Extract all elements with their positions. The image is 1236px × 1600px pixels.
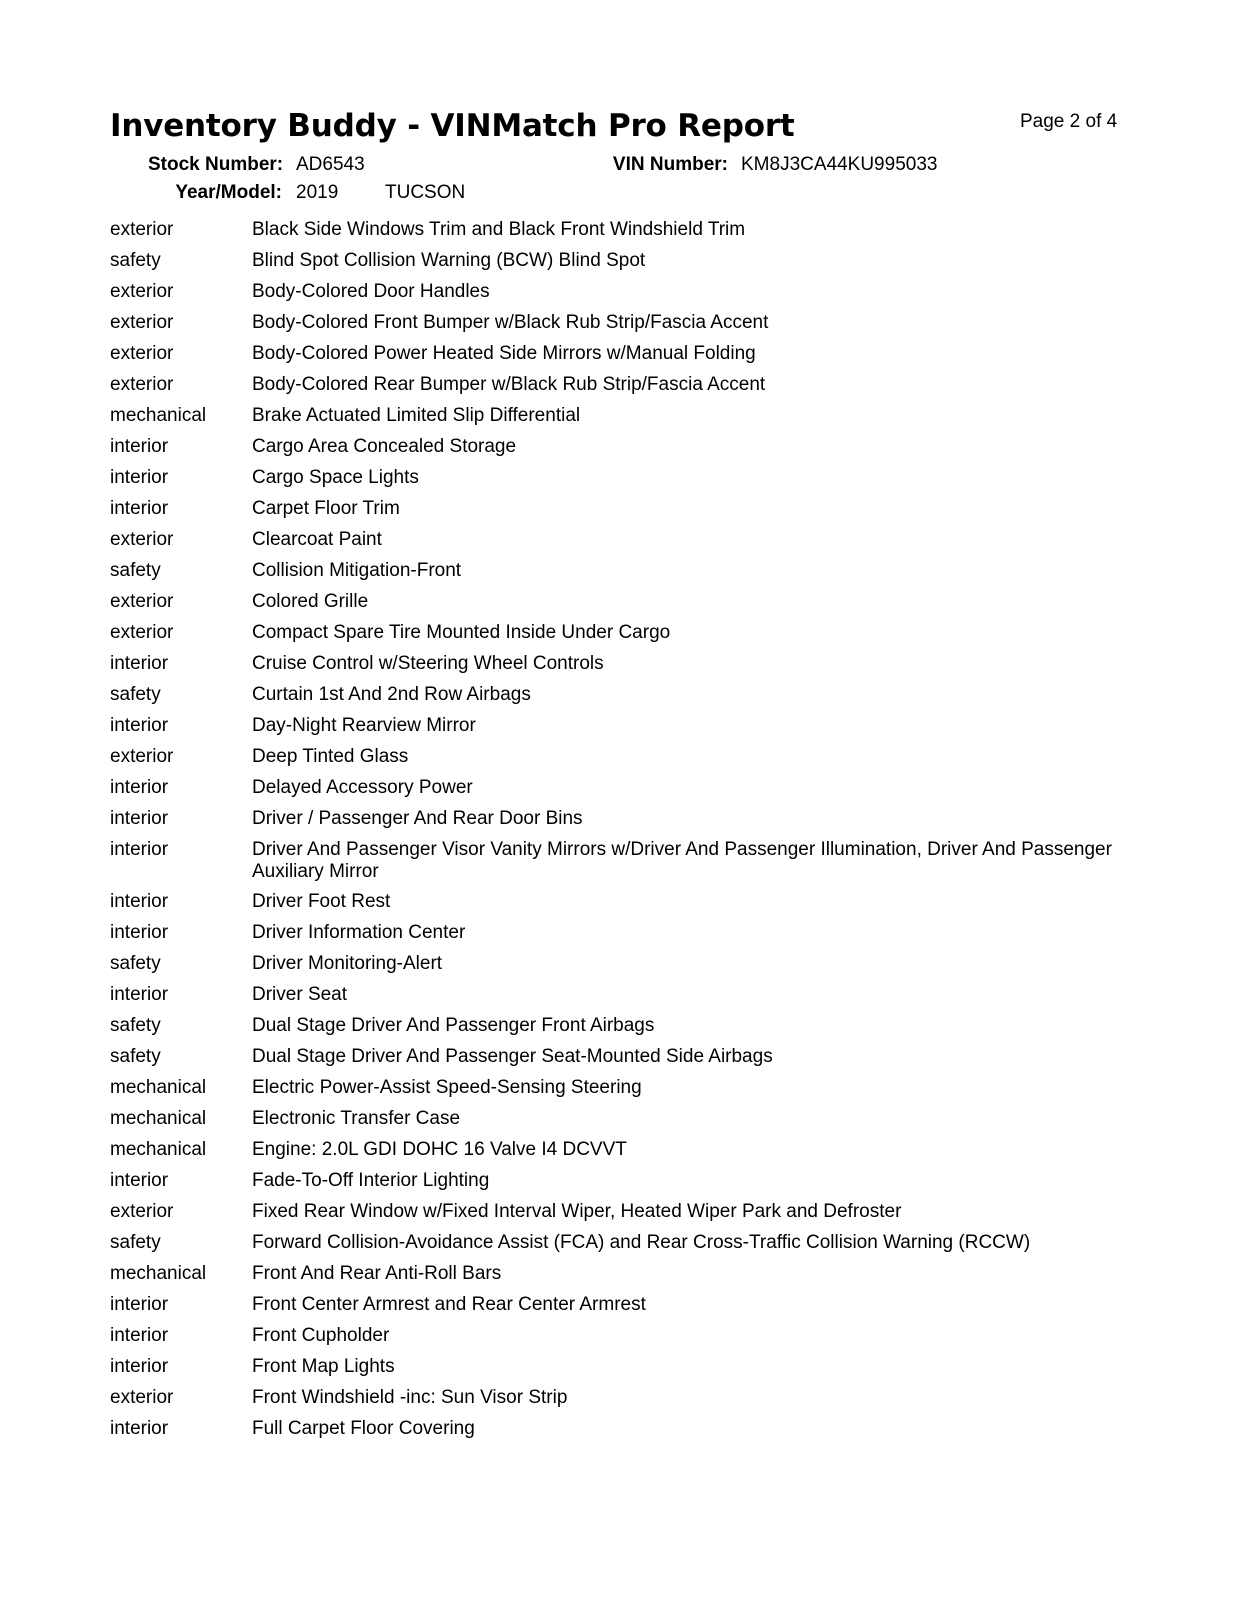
stock-number-value: AD6543 bbox=[296, 154, 365, 175]
feature-description: Compact Spare Tire Mounted Inside Under Cargo bbox=[252, 622, 671, 643]
feature-description: Body-Colored Door Handles bbox=[252, 281, 490, 302]
feature-description: Body-Colored Power Heated Side Mirrors w/Manual Folding bbox=[252, 343, 756, 364]
feature-category: mechanical bbox=[110, 1262, 207, 1284]
feature-description: Driver Foot Rest bbox=[252, 890, 391, 912]
feature-row bbox=[110, 807, 1130, 832]
feature-description: Blind Spot Collision Warning (BCW) Blind Spot bbox=[252, 250, 646, 271]
feature-row bbox=[110, 952, 1130, 977]
feature-category: safety bbox=[110, 684, 161, 705]
feature-description: Driver Monitoring-Alert bbox=[252, 952, 443, 974]
feature-row bbox=[110, 1169, 1130, 1194]
feature-row bbox=[110, 404, 1130, 429]
feature-category: interior bbox=[110, 921, 169, 943]
feature-row bbox=[110, 1355, 1130, 1380]
feature-description: Front Map Lights bbox=[252, 1355, 395, 1377]
feature-category: interior bbox=[110, 436, 169, 457]
feature-row bbox=[110, 652, 1130, 677]
feature-description: Front Windshield -inc: Sun Visor Strip bbox=[252, 1386, 568, 1408]
feature-row bbox=[110, 1200, 1130, 1225]
feature-category: exterior bbox=[110, 622, 174, 643]
feature-category: exterior bbox=[110, 529, 174, 550]
feature-description: Dual Stage Driver And Passenger Seat-Mounted Side Airbags bbox=[252, 1045, 773, 1067]
feature-description: Electronic Transfer Case bbox=[252, 1107, 461, 1129]
feature-description: Forward Collision-Avoidance Assist (FCA) and Rear Cross-Traffic Collision Warning (RCCW) bbox=[252, 1231, 1031, 1253]
feature-row bbox=[110, 776, 1130, 801]
feature-row bbox=[110, 1231, 1130, 1256]
report-title: Inventory Buddy - VINMatch Pro Report bbox=[110, 108, 795, 144]
feature-category: exterior bbox=[110, 281, 174, 302]
feature-category: exterior bbox=[110, 1200, 174, 1222]
feature-row bbox=[110, 435, 1130, 460]
feature-row bbox=[110, 683, 1130, 708]
feature-row bbox=[110, 1293, 1130, 1318]
feature-category: interior bbox=[110, 839, 169, 860]
feature-category: interior bbox=[110, 715, 169, 736]
feature-category: interior bbox=[110, 1417, 169, 1439]
feature-description: Front Center Armrest and Rear Center Armrest bbox=[252, 1293, 646, 1315]
feature-row bbox=[110, 249, 1130, 274]
feature-description: Body-Colored Rear Bumper w/Black Rub Strip/Fascia Accent bbox=[252, 374, 766, 395]
feature-category: safety bbox=[110, 1014, 161, 1036]
feature-category: interior bbox=[110, 983, 169, 1005]
feature-category: exterior bbox=[110, 374, 174, 395]
feature-row bbox=[110, 559, 1130, 584]
feature-row bbox=[110, 921, 1130, 946]
page-number: Page 2 of 4 bbox=[1020, 111, 1118, 132]
feature-category: exterior bbox=[110, 591, 174, 612]
feature-category: mechanical bbox=[110, 1138, 207, 1160]
feature-category: interior bbox=[110, 777, 169, 798]
feature-row bbox=[110, 1138, 1130, 1163]
feature-description: Carpet Floor Trim bbox=[252, 498, 400, 519]
feature-category: mechanical bbox=[110, 1107, 207, 1129]
feature-category: interior bbox=[110, 1293, 169, 1315]
feature-description: Fade-To-Off Interior Lighting bbox=[252, 1169, 490, 1191]
feature-row bbox=[110, 590, 1130, 615]
feature-category: exterior bbox=[110, 343, 174, 364]
feature-category: safety bbox=[110, 952, 161, 974]
feature-row bbox=[110, 890, 1130, 915]
feature-description: Collision Mitigation-Front bbox=[252, 560, 462, 581]
feature-row bbox=[110, 1014, 1130, 1039]
feature-category: exterior bbox=[110, 1386, 174, 1408]
vin-number-label: VIN Number: bbox=[612, 154, 728, 175]
feature-category: interior bbox=[110, 1169, 169, 1191]
feature-description: Driver Seat bbox=[252, 983, 348, 1005]
feature-description: Electric Power-Assist Speed-Sensing Steering bbox=[252, 1076, 642, 1098]
feature-description: Cruise Control w/Steering Wheel Controls bbox=[252, 653, 604, 674]
feature-category: mechanical bbox=[110, 1076, 207, 1098]
feature-row bbox=[110, 1107, 1130, 1132]
feature-category: interior bbox=[110, 653, 169, 674]
feature-description: Cargo Space Lights bbox=[252, 467, 419, 488]
feature-row bbox=[110, 714, 1130, 739]
feature-description: Black Side Windows Trim and Black Front Windshield Trim bbox=[252, 219, 746, 240]
feature-row bbox=[110, 1417, 1130, 1442]
feature-description: Day-Night Rearview Mirror bbox=[252, 715, 476, 736]
feature-category: safety bbox=[110, 560, 161, 581]
feature-row bbox=[110, 497, 1130, 522]
feature-row bbox=[110, 1262, 1130, 1287]
feature-list bbox=[110, 218, 1130, 1448]
feature-row bbox=[110, 466, 1130, 491]
feature-category: interior bbox=[110, 467, 169, 488]
feature-row bbox=[110, 1076, 1130, 1101]
feature-category: safety bbox=[110, 1231, 161, 1253]
feature-category: interior bbox=[110, 1355, 169, 1377]
feature-row bbox=[110, 280, 1130, 305]
feature-category: interior bbox=[110, 498, 169, 519]
feature-category: exterior bbox=[110, 746, 174, 767]
feature-category: exterior bbox=[110, 219, 174, 240]
feature-category: safety bbox=[110, 1045, 161, 1067]
vin-number-value: KM8J3CA44KU995033 bbox=[741, 154, 938, 175]
feature-category: exterior bbox=[110, 312, 174, 333]
feature-row bbox=[110, 218, 1130, 243]
feature-description: Fixed Rear Window w/Fixed Interval Wiper, Heated Wiper Park and Defroster bbox=[252, 1200, 902, 1222]
feature-description: Delayed Accessory Power bbox=[252, 777, 473, 798]
feature-row bbox=[110, 1045, 1130, 1070]
feature-category: interior bbox=[110, 808, 169, 829]
feature-description: Driver And Passenger Visor Vanity Mirrors w/Driver And Passenger Illumination, Driver And Passenger Auxiliary Mirror bbox=[252, 839, 1112, 882]
feature-category: mechanical bbox=[110, 405, 207, 426]
feature-description: Brake Actuated Limited Slip Differential bbox=[252, 405, 581, 426]
feature-row bbox=[110, 528, 1130, 553]
feature-row bbox=[110, 373, 1130, 398]
year-value: 2019 bbox=[296, 182, 339, 203]
feature-row bbox=[110, 342, 1130, 367]
feature-row bbox=[110, 311, 1130, 336]
stock-number-label: Stock Number: bbox=[148, 154, 284, 175]
feature-category: safety bbox=[110, 250, 161, 271]
feature-description: Driver / Passenger And Rear Door Bins bbox=[252, 808, 583, 829]
feature-row bbox=[110, 745, 1130, 770]
feature-row bbox=[110, 1386, 1130, 1411]
feature-description: Engine: 2.0L GDI DOHC 16 Valve I4 DCVVT bbox=[252, 1138, 627, 1160]
feature-description: Front Cupholder bbox=[252, 1324, 390, 1346]
feature-description: Dual Stage Driver And Passenger Front Airbags bbox=[252, 1014, 655, 1036]
feature-row bbox=[110, 621, 1130, 646]
feature-description: Cargo Area Concealed Storage bbox=[252, 436, 517, 457]
feature-category: interior bbox=[110, 890, 169, 912]
feature-description: Curtain 1st And 2nd Row Airbags bbox=[252, 684, 531, 705]
feature-description: Front And Rear Anti-Roll Bars bbox=[252, 1262, 502, 1284]
year-model-label: Year/Model: bbox=[175, 182, 282, 203]
feature-description: Colored Grille bbox=[252, 591, 369, 612]
feature-description: Body-Colored Front Bumper w/Black Rub Strip/Fascia Accent bbox=[252, 312, 769, 333]
feature-description: Clearcoat Paint bbox=[252, 529, 382, 550]
feature-row bbox=[110, 1324, 1130, 1349]
model-value: TUCSON bbox=[385, 182, 466, 203]
feature-row bbox=[110, 983, 1130, 1008]
feature-description: Driver Information Center bbox=[252, 921, 466, 943]
feature-description: Full Carpet Floor Covering bbox=[252, 1417, 475, 1439]
feature-category: interior bbox=[110, 1324, 169, 1346]
feature-row bbox=[110, 838, 1130, 883]
feature-description: Deep Tinted Glass bbox=[252, 746, 409, 767]
